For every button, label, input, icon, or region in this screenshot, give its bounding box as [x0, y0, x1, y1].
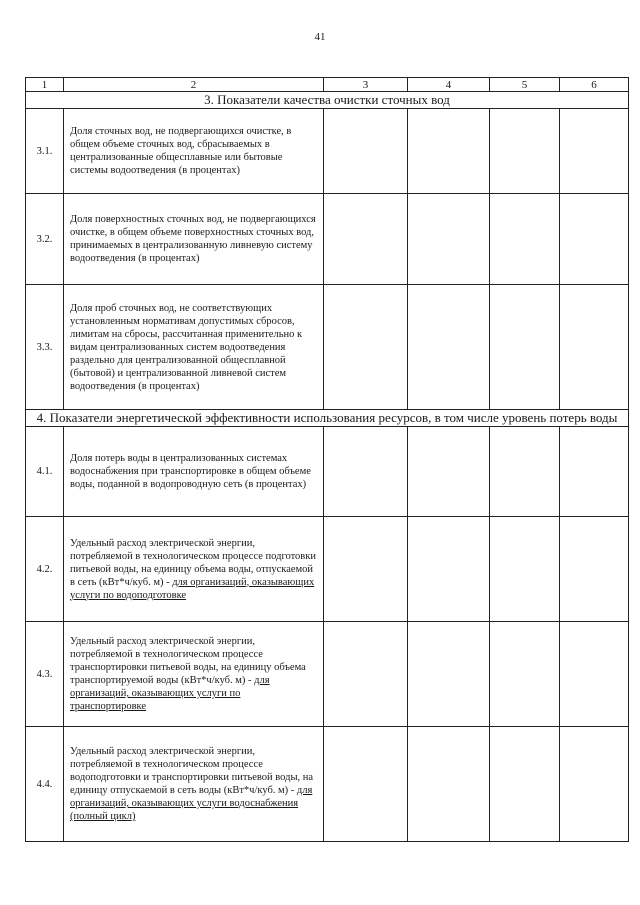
value-cell: [408, 727, 490, 842]
value-cell: [490, 622, 560, 727]
table-row: [26, 622, 629, 727]
value-cell: [324, 727, 408, 842]
row-number: 4.4.: [26, 727, 64, 842]
row-description: Доля сточных вод, не подвергающихся очистке, в общем объеме сточных вод, сбрасываемых в централизованные общесплавные или бытовые системы водоотведения (в процентах): [64, 109, 324, 194]
value-cell: [560, 427, 629, 517]
table-row: [26, 109, 629, 194]
row-description: Доля потерь воды в централизованных системах водоснабжения при транспортировке в общем объеме воды, поданной в водопроводную сеть (в процентах): [64, 427, 324, 517]
column-header: 2: [64, 78, 324, 92]
value-cell: [490, 109, 560, 194]
value-cell: [324, 427, 408, 517]
section-title: 4. Показатели энергетической эффективности использования ресурсов, в том числе уровень потерь воды: [26, 410, 629, 427]
row-number: 3.3.: [26, 285, 64, 410]
value-cell: [324, 285, 408, 410]
value-cell: [490, 517, 560, 622]
value-cell: [490, 194, 560, 285]
value-cell: [408, 517, 490, 622]
header-row: [26, 78, 629, 92]
row-description: Удельный расход электрической энергии, потребляемой в технологическом процессе водоподготовки и транспортировки питьевой воды, на единицу отпускаемой в сеть воды (кВт*ч/куб. м) - для организаций, оказывающих услуги водоснабжения (полный цикл): [64, 727, 324, 842]
table-row: [26, 427, 629, 517]
value-cell: [324, 622, 408, 727]
row-description: Удельный расход электрической энергии, потребляемой в технологическом процессе подготовки питьевой воды, на единицу объема воды, отпускаемой в сеть (кВт*ч/куб. м) - для организаций, оказывающих услуги по водоподготовке: [64, 517, 324, 622]
value-cell: [408, 285, 490, 410]
value-cell: [560, 194, 629, 285]
value-cell: [560, 517, 629, 622]
row-number: 3.2.: [26, 194, 64, 285]
page-number: 41: [314, 31, 326, 43]
column-header: 3: [324, 78, 408, 92]
value-cell: [560, 727, 629, 842]
table-row: [26, 517, 629, 622]
column-header: 5: [490, 78, 560, 92]
value-cell: [324, 109, 408, 194]
value-cell: [490, 285, 560, 410]
row-number: 4.1.: [26, 427, 64, 517]
row-description: Доля проб сточных вод, не соответствующих установленным нормативам допустимых сбросов, лимитам на сбросы, рассчитанная применительно к видам централизованных систем водоотведения раздельно для централизованной общесплавной (бытовой) и централизованной ливневой систем водоотведения (в процентах): [64, 285, 324, 410]
value-cell: [490, 427, 560, 517]
table-row: [26, 727, 629, 842]
row-description: Удельный расход электрической энергии, потребляемой в технологическом процессе транспортировки питьевой воды, на единицу объема транспортируемой воды (кВт*ч/куб. м) - для организаций, оказывающих услуги по транспортировке: [64, 622, 324, 727]
value-cell: [408, 109, 490, 194]
value-cell: [408, 622, 490, 727]
section-row: [26, 92, 629, 109]
table-row: [26, 194, 629, 285]
column-header: 4: [408, 78, 490, 92]
section-row: [26, 410, 629, 427]
value-cell: [324, 194, 408, 285]
value-cell: [408, 194, 490, 285]
row-number: 4.3.: [26, 622, 64, 727]
indicators-table: [25, 77, 629, 842]
column-header: 6: [560, 78, 629, 92]
value-cell: [560, 622, 629, 727]
row-number: 3.1.: [26, 109, 64, 194]
table-row: [26, 285, 629, 410]
section-title: 3. Показатели качества очистки сточных вод: [26, 92, 629, 109]
row-description: Доля поверхностных сточных вод, не подвергающихся очистке, в общем объеме поверхностных сточных вод, принимаемых в централизованную ливневую систему водоотведения (в процентах): [64, 194, 324, 285]
value-cell: [324, 517, 408, 622]
row-number: 4.2.: [26, 517, 64, 622]
value-cell: [490, 727, 560, 842]
value-cell: [560, 285, 629, 410]
value-cell: [560, 109, 629, 194]
column-header: 1: [26, 78, 64, 92]
value-cell: [408, 427, 490, 517]
